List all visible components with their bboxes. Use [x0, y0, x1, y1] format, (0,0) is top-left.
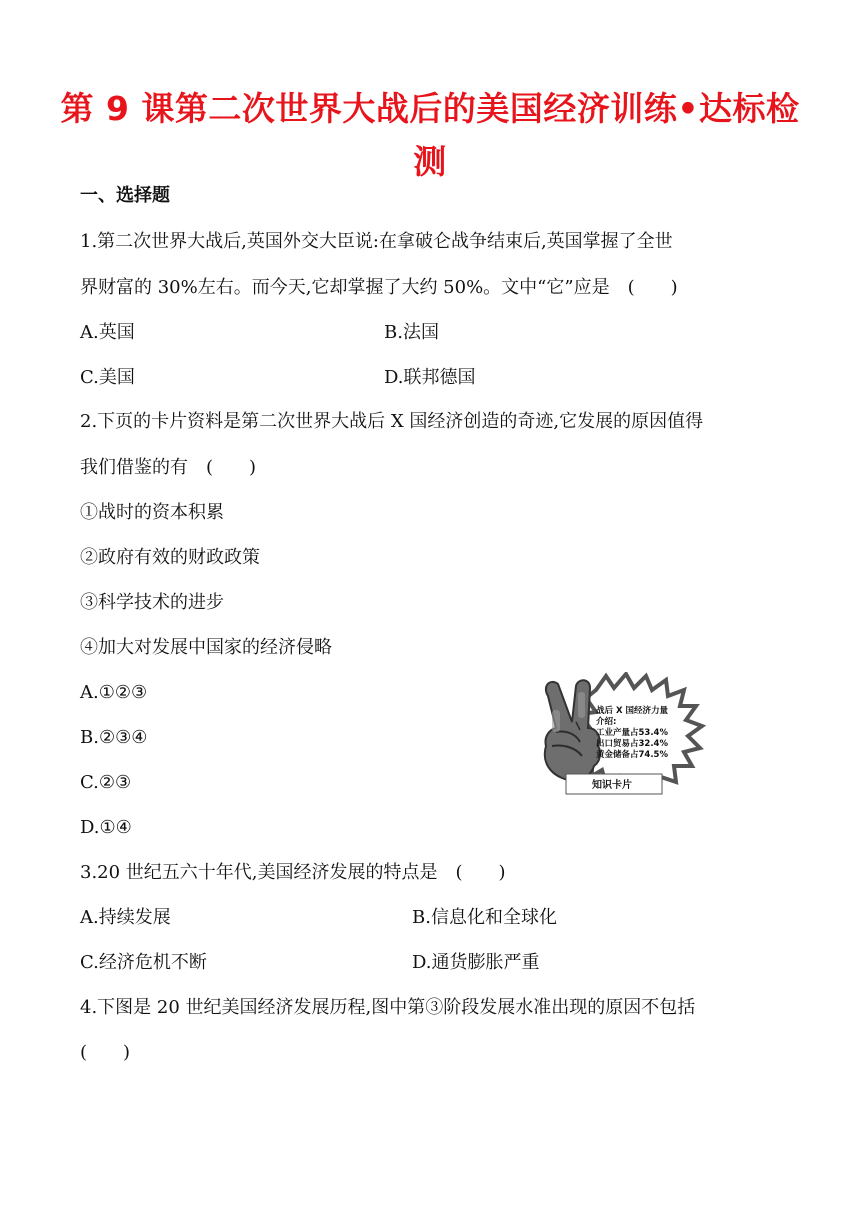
q2-option-a: A.①②③ — [80, 682, 148, 703]
q2-option-b: B.②③④ — [80, 727, 148, 748]
q2-item-4: ④加大对发展中国家的经济侵略 — [80, 637, 332, 658]
card-line-1: 战后 X 国经济力量 — [596, 706, 668, 716]
q1-option-c: C.美国 — [80, 367, 135, 388]
q2-option-c: C.②③ — [80, 772, 132, 793]
title-line-1: 第 9 课第二次世界大战后的美国经济训练•达标检 — [60, 89, 800, 128]
page-title — [60, 82, 800, 188]
q4-line-1: 4.下图是 20 世纪美国经济发展历程,图中第③阶段发展水准出现的原因不包括 — [80, 997, 696, 1018]
card-caption: 知识卡片 — [592, 780, 632, 791]
q1-line-2: 界财富的 30%左右。而今天,它却掌握了大约 50%。文中“它”应是 ( ) — [80, 277, 678, 298]
q3-option-d: D.通货膨胀严重 — [412, 952, 540, 973]
q2-line-1: 2.下页的卡片资料是第二次世界大战后 X 国经济创造的奇迹,它发展的原因值得 — [80, 411, 704, 432]
q1-option-b: B.法国 — [384, 322, 439, 343]
knowledge-card — [536, 672, 712, 798]
q1-option-a: A.英国 — [80, 322, 135, 343]
q3-option-c: C.经济危机不断 — [80, 952, 207, 973]
q4-line-2: ( ) — [80, 1042, 131, 1063]
card-line-4: 出口贸易占32.4% — [596, 739, 668, 749]
q2-item-3: ③科学技术的进步 — [80, 592, 224, 613]
card-line-5: 黄金储备占74.5% — [596, 750, 668, 760]
q2-line-2: 我们借鉴的有 ( ) — [80, 457, 257, 478]
q2-item-2: ②政府有效的财政政策 — [80, 547, 260, 568]
card-line-2: 介绍: — [596, 717, 617, 727]
q3-option-a: A.持续发展 — [80, 907, 171, 928]
q2-item-1: ①战时的资本积累 — [80, 502, 224, 523]
q1-option-d: D.联邦德国 — [384, 367, 476, 388]
q1-line-1: 1.第二次世界大战后,英国外交大臣说:在拿破仑战争结束后,英国掌握了全世 — [80, 231, 673, 252]
q3-option-b: B.信息化和全球化 — [412, 907, 557, 928]
q2-option-d: D.①④ — [80, 817, 132, 838]
q3-line-1: 3.20 世纪五六十年代,美国经济发展的特点是 ( ) — [80, 862, 506, 883]
card-line-3: 工业产量占53.4% — [596, 728, 668, 738]
title-line-2: 测 — [413, 142, 447, 181]
section-heading: 一、选择题 — [80, 185, 170, 206]
